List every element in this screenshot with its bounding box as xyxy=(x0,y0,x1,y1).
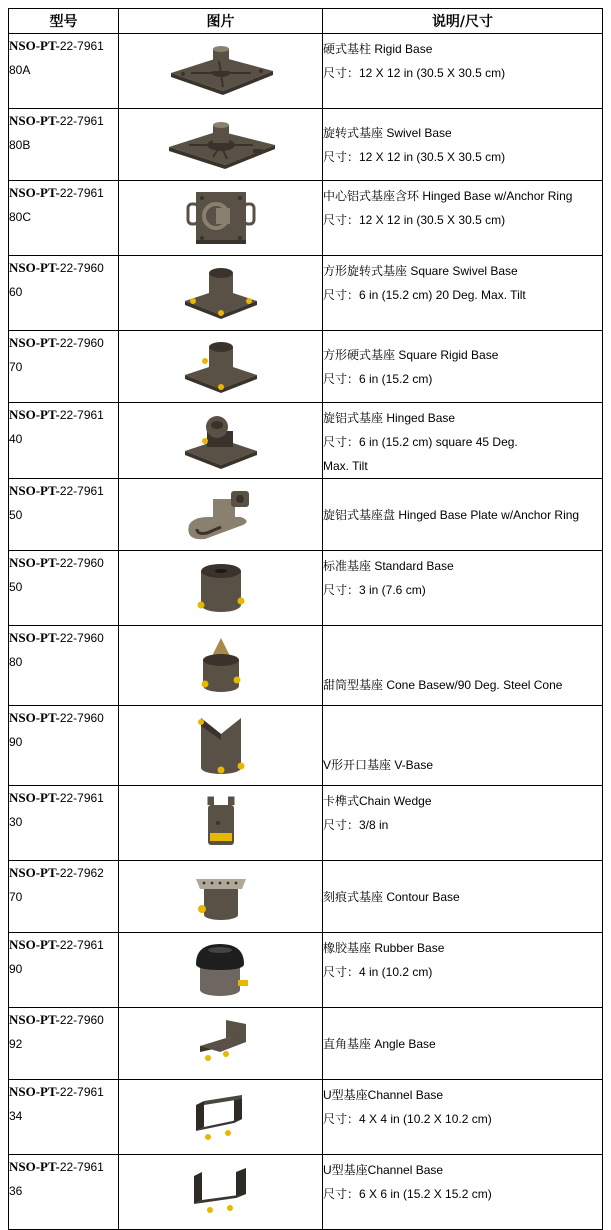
description-line: 旋铝式基座 Hinged Base xyxy=(323,411,456,425)
product-description xyxy=(323,706,603,786)
description-line: U型基座Channel Base xyxy=(323,1163,444,1177)
model-code: 22-7961 xyxy=(59,938,104,952)
description-line: 尺寸：3 in (7.6 cm) xyxy=(323,583,426,597)
description-line: 橡胶基座 Rubber Base xyxy=(323,941,445,955)
model-code: 22-7961 xyxy=(59,408,104,422)
description-line: 卡榫式Chain Wedge xyxy=(323,794,432,808)
model-prefix: NSO-PT- xyxy=(9,113,60,128)
product-description xyxy=(323,331,603,403)
model-prefix: NSO-PT- xyxy=(9,865,60,880)
model-prefix: NSO-PT- xyxy=(9,555,60,570)
description-line: 硬式基柱 Rigid Base xyxy=(323,42,433,56)
model-prefix: NSO-PT- xyxy=(9,710,60,725)
model-code: 22-7961 xyxy=(59,186,104,200)
product-description xyxy=(323,109,603,181)
description-line: 尺寸：4 X 4 in (10.2 X 10.2 cm) xyxy=(323,1112,492,1126)
model-prefix: NSO-PT- xyxy=(9,260,60,275)
description-line: Max. Tilt xyxy=(323,459,368,473)
model-number-line-1 xyxy=(9,861,118,885)
description-line: V形开口基座 V-Base xyxy=(323,758,434,772)
model-suffix: 36 xyxy=(9,1184,23,1198)
model-prefix: NSO-PT- xyxy=(9,790,60,805)
product-picture xyxy=(119,256,323,331)
v-base-icon xyxy=(119,714,322,778)
header-model: 型号 xyxy=(9,9,119,34)
hinged-base-anchor-ring-icon xyxy=(119,188,322,248)
description-line: 刻痕式基座 Contour Base xyxy=(323,889,460,904)
model-number-line-1 xyxy=(9,34,118,58)
description-line: 方形硬式基座 Square Rigid Base xyxy=(323,347,499,362)
description-line: 尺寸：12 X 12 in (30.5 X 30.5 cm) xyxy=(323,66,506,80)
model-number xyxy=(9,706,119,786)
model-prefix: NSO-PT- xyxy=(9,1012,60,1027)
model-code: 22-7961 xyxy=(59,1085,104,1099)
product-description xyxy=(323,181,603,256)
product-picture xyxy=(119,331,323,403)
table-row xyxy=(9,256,603,331)
model-number xyxy=(9,34,119,109)
model-code: 22-7961 xyxy=(59,1160,104,1174)
model-number xyxy=(9,331,119,403)
table-row xyxy=(9,109,603,181)
square-swivel-base-icon xyxy=(119,263,322,323)
description-line: 旋转式基座 Swivel Base xyxy=(323,125,452,140)
table-row xyxy=(9,706,603,786)
model-code: 22-7960 xyxy=(59,261,104,275)
description-line: 尺寸：3/8 in xyxy=(323,818,389,832)
product-description xyxy=(323,626,603,706)
model-code: 22-7961 xyxy=(59,39,104,53)
channel-base-small-icon xyxy=(119,1089,322,1145)
model-number-line-1 xyxy=(9,331,118,355)
product-picture xyxy=(119,933,323,1008)
model-suffix: 92 xyxy=(9,1037,23,1051)
product-picture xyxy=(119,861,323,933)
channel-base-large-icon xyxy=(119,1164,322,1220)
table-row xyxy=(9,181,603,256)
header-picture: 图片 xyxy=(119,9,323,34)
model-number-line-1 xyxy=(9,1155,118,1179)
model-number-line-1 xyxy=(9,933,118,957)
hinged-base-plate-anchor-icon xyxy=(119,485,322,545)
table-row xyxy=(9,34,603,109)
model-number-line-1 xyxy=(9,109,118,133)
model-number xyxy=(9,551,119,626)
description-line: 尺寸：12 X 12 in (30.5 X 30.5 cm) xyxy=(323,213,506,227)
product-spec-table xyxy=(8,8,603,1230)
product-description xyxy=(323,933,603,1008)
cone-base-icon xyxy=(119,636,322,696)
product-description xyxy=(323,256,603,331)
model-number xyxy=(9,181,119,256)
description-line: 旋铝式基座盘 Hinged Base Plate w/Anchor Ring xyxy=(323,507,580,522)
model-number-line-1 xyxy=(9,551,118,575)
model-number xyxy=(9,933,119,1008)
hinged-base-icon xyxy=(119,411,322,471)
description-line: 尺寸：6 in (15.2 cm) 20 Deg. Max. Tilt xyxy=(323,288,526,302)
model-code: 22-7961 xyxy=(59,114,104,128)
model-prefix: NSO-PT- xyxy=(9,407,60,422)
product-picture xyxy=(119,626,323,706)
model-suffix: 80B xyxy=(9,138,31,152)
model-code: 22-7961 xyxy=(59,791,104,805)
model-suffix: 90 xyxy=(9,735,23,749)
product-picture xyxy=(119,786,323,861)
model-suffix: 80 xyxy=(9,655,23,669)
product-picture xyxy=(119,706,323,786)
model-prefix: NSO-PT- xyxy=(9,335,60,350)
model-suffix: 80A xyxy=(9,63,31,77)
model-suffix: 80C xyxy=(9,210,32,224)
model-prefix: NSO-PT- xyxy=(9,1084,60,1099)
description-line: 尺寸：6 in (15.2 cm) xyxy=(323,371,433,386)
product-picture xyxy=(119,34,323,109)
model-number xyxy=(9,479,119,551)
model-suffix: 70 xyxy=(9,890,23,904)
model-prefix: NSO-PT- xyxy=(9,483,60,498)
rubber-base-icon xyxy=(119,940,322,1000)
product-description xyxy=(323,861,603,933)
model-suffix: 30 xyxy=(9,815,23,829)
model-number-line-1 xyxy=(9,479,118,503)
header-description: 说明/尺寸 xyxy=(323,9,603,34)
product-description xyxy=(323,34,603,109)
standard-base-icon xyxy=(119,559,322,617)
square-rigid-base-plate-icon xyxy=(119,43,322,99)
swivel-base-plate-icon xyxy=(119,117,322,173)
model-number-line-1 xyxy=(9,1008,118,1032)
model-number xyxy=(9,786,119,861)
table-row xyxy=(9,331,603,403)
model-number xyxy=(9,1008,119,1080)
angle-base-icon xyxy=(119,1016,322,1072)
model-code: 22-7960 xyxy=(59,711,104,725)
product-description xyxy=(323,403,603,479)
product-picture xyxy=(119,181,323,256)
table-row xyxy=(9,403,603,479)
description-line: U型基座Channel Base xyxy=(323,1088,444,1102)
chain-wedge-icon xyxy=(119,793,322,853)
product-picture xyxy=(119,1155,323,1230)
model-suffix: 90 xyxy=(9,962,23,976)
description-line: 尺寸：4 in (10.2 cm) xyxy=(323,965,433,979)
model-prefix: NSO-PT- xyxy=(9,937,60,952)
product-picture xyxy=(119,1080,323,1155)
table-row xyxy=(9,786,603,861)
product-picture xyxy=(119,1008,323,1080)
table-row xyxy=(9,933,603,1008)
contour-base-icon xyxy=(119,869,322,925)
model-number xyxy=(9,1155,119,1230)
model-number-line-1 xyxy=(9,626,118,650)
product-picture xyxy=(119,403,323,479)
model-number xyxy=(9,861,119,933)
description-line: 标准基座 Standard Base xyxy=(323,559,454,573)
model-code: 22-7960 xyxy=(59,631,104,645)
model-number-line-1 xyxy=(9,256,118,280)
description-line: 尺寸：6 X 6 in (15.2 X 15.2 cm) xyxy=(323,1187,492,1201)
product-description xyxy=(323,551,603,626)
model-number xyxy=(9,1080,119,1155)
description-line: 中心铝式基座含环 Hinged Base w/Anchor Ring xyxy=(323,189,573,203)
model-code: 22-7961 xyxy=(59,484,104,498)
table-row xyxy=(9,551,603,626)
model-suffix: 50 xyxy=(9,508,23,522)
model-number xyxy=(9,626,119,706)
table-row xyxy=(9,479,603,551)
header-row xyxy=(9,9,603,34)
description-line: 直角基座 Angle Base xyxy=(323,1036,436,1051)
description-line: 尺寸：12 X 12 in (30.5 X 30.5 cm) xyxy=(323,149,506,164)
model-number xyxy=(9,109,119,181)
model-number-line-1 xyxy=(9,1080,118,1104)
product-description xyxy=(323,786,603,861)
model-suffix: 50 xyxy=(9,580,23,594)
description-line: 方形旋转式基座 Square Swivel Base xyxy=(323,264,518,278)
model-prefix: NSO-PT- xyxy=(9,630,60,645)
model-prefix: NSO-PT- xyxy=(9,185,60,200)
product-picture xyxy=(119,479,323,551)
description-line: 甜筒型基座 Cone Basew/90 Deg. Steel Cone xyxy=(323,678,563,692)
table-row xyxy=(9,1008,603,1080)
model-number-line-1 xyxy=(9,706,118,730)
model-number-line-1 xyxy=(9,181,118,205)
model-number xyxy=(9,403,119,479)
model-prefix: NSO-PT- xyxy=(9,1159,60,1174)
model-prefix: NSO-PT- xyxy=(9,38,60,53)
model-code: 22-7960 xyxy=(59,556,104,570)
table-row xyxy=(9,1080,603,1155)
model-suffix: 40 xyxy=(9,432,23,446)
model-number xyxy=(9,256,119,331)
table-row xyxy=(9,1155,603,1230)
model-number-line-1 xyxy=(9,786,118,810)
model-code: 22-7962 xyxy=(59,866,104,880)
product-description xyxy=(323,1080,603,1155)
model-suffix: 60 xyxy=(9,285,23,299)
product-picture xyxy=(119,109,323,181)
table-body xyxy=(9,34,603,1230)
product-description xyxy=(323,479,603,551)
table-row xyxy=(9,861,603,933)
description-line: 尺寸：6 in (15.2 cm) square 45 Deg. xyxy=(323,435,518,449)
table-row xyxy=(9,626,603,706)
product-description xyxy=(323,1155,603,1230)
model-code: 22-7960 xyxy=(59,1013,104,1027)
product-description xyxy=(323,1008,603,1080)
model-number-line-1 xyxy=(9,403,118,427)
model-code: 22-7960 xyxy=(59,336,104,350)
square-rigid-base-icon xyxy=(119,339,322,395)
product-picture xyxy=(119,551,323,626)
model-suffix: 70 xyxy=(9,360,23,374)
model-suffix: 34 xyxy=(9,1109,23,1123)
